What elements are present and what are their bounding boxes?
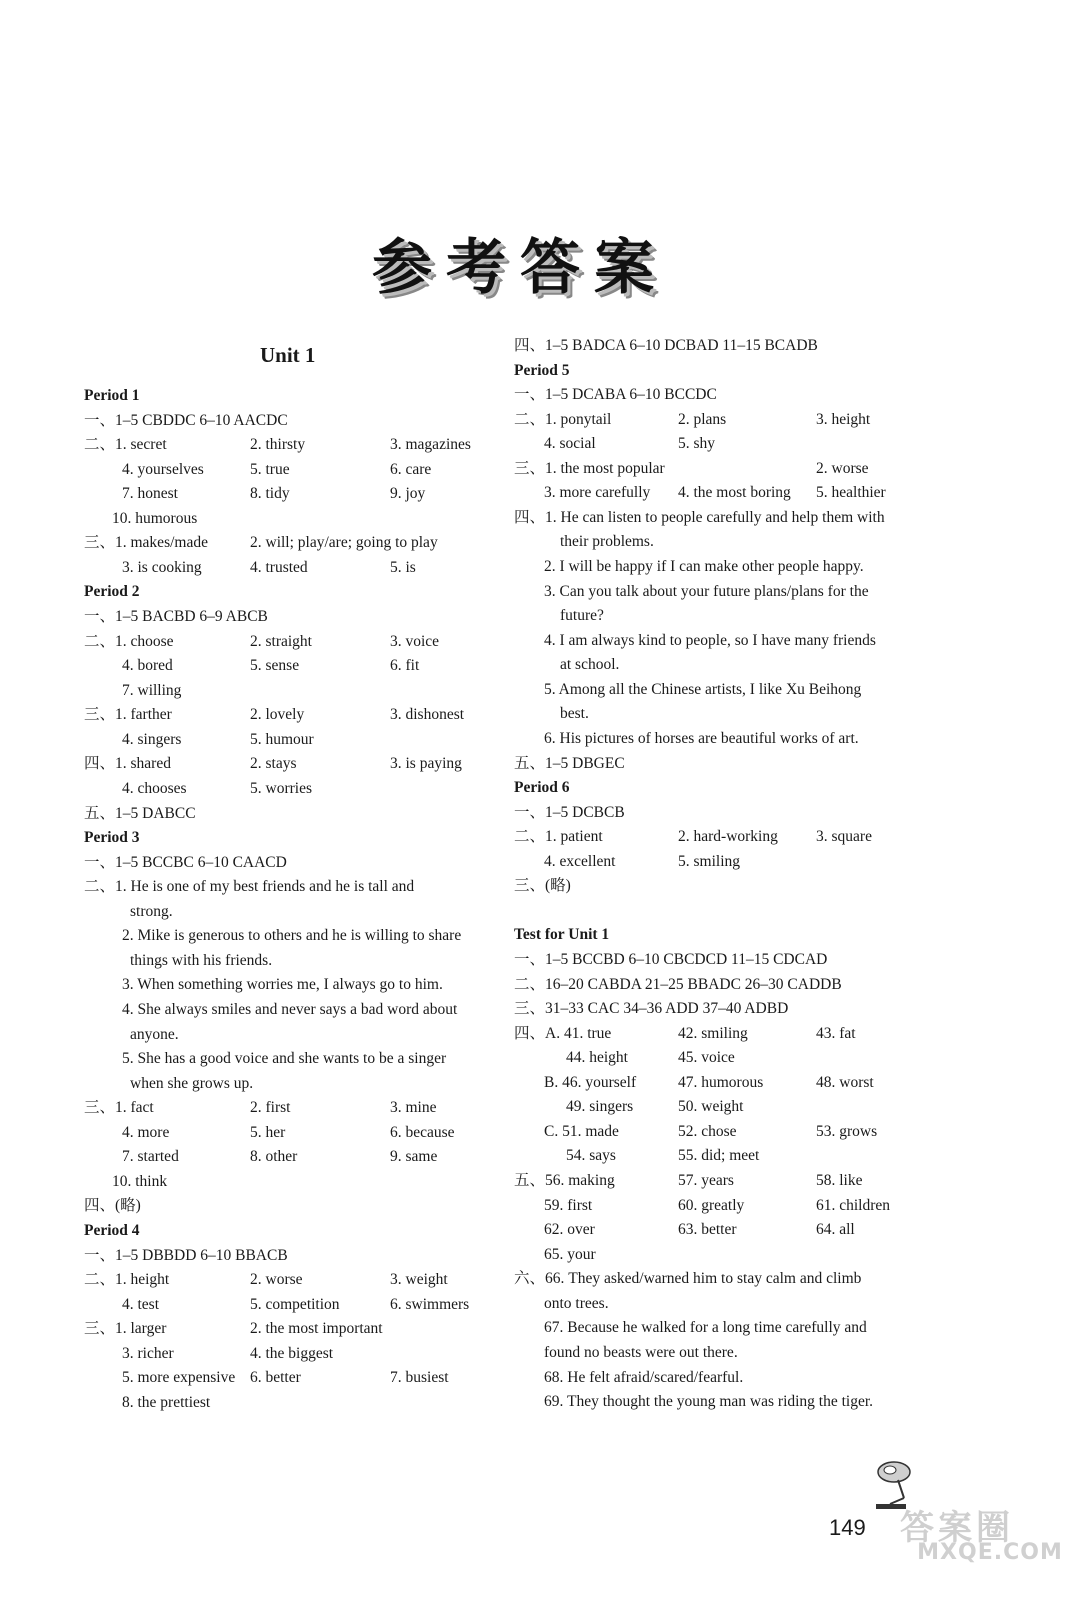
answer-cell: 三、1. farther [84, 706, 172, 724]
answer-cell: 53. grows [816, 1122, 878, 1140]
answer-cell: 五、56. making [514, 1172, 615, 1190]
answer-cell: 9. joy [390, 485, 426, 503]
answer-cell: 58. like [816, 1172, 863, 1190]
answer-cell: 3. square [816, 828, 872, 846]
answer-cell: 3. weight [390, 1271, 448, 1289]
answer-cell: 4. I am always kind to people, so I have many friends [544, 631, 876, 649]
answer-cell: 43. fat [816, 1024, 856, 1042]
answer-cell: 5. her [250, 1123, 286, 1141]
answer-cell: 5. smiling [678, 852, 741, 870]
answer-cell: 57. years [678, 1172, 734, 1190]
answer-cell: 三、1. makes/made [84, 534, 208, 552]
answer-cell: 6. fit [390, 657, 420, 675]
answer-cell: 六、66. They asked/warned him to stay calm and climb [514, 1270, 862, 1288]
answer-cell: 68. He felt afraid/scared/fearful. [544, 1368, 744, 1386]
page-title: 参考答案 [372, 233, 668, 303]
answer-cell: 一、1–5 DBBDD 6–10 BBACB [84, 1246, 288, 1264]
answer-cell: 四、1. shared [84, 755, 171, 773]
watermark-logo: 答案圈 [900, 1508, 1014, 1548]
answer-cell: Period 1 [84, 387, 140, 404]
answer-cell: 67. Because he walked for a long time carefully and [544, 1319, 867, 1337]
answer-cell: 一、1–5 DCABA 6–10 BCCDC [514, 386, 717, 404]
answer-cell: 二、16–20 CABDA 21–25 BBADC 26–30 CADDB [514, 975, 842, 993]
answer-cell: 3. Can you talk about your future plans/plans for the [544, 582, 869, 600]
answer-cell: 3. height [816, 410, 871, 428]
answer-cell: 5. healthier [816, 484, 886, 502]
answer-cell: 5. more expensive [122, 1369, 236, 1387]
answer-cell: 一、1–5 BCCBC 6–10 CAACD [84, 853, 287, 871]
answer-cell: 48. worst [816, 1073, 874, 1091]
answer-cell: at school. [560, 656, 620, 674]
answer-cell: 5. worries [250, 779, 312, 797]
answer-cell: future? [560, 607, 604, 625]
answer-cell: 2. worse [816, 459, 869, 477]
answer-cell: 59. first [544, 1196, 593, 1214]
answer-cell: 6. His pictures of horses are beautiful works of art. [544, 729, 859, 747]
answer-cell: best. [560, 705, 589, 723]
answer-cell: 四、1. He can listen to people carefully and help them with [514, 508, 885, 526]
answer-cell: 2. the most important [250, 1320, 383, 1338]
answer-cell: 4. more [122, 1123, 170, 1141]
answer-cell: 4. trusted [250, 558, 308, 576]
answer-cell: 二、1. choose [84, 632, 174, 650]
answer-cell: Period 2 [84, 583, 140, 601]
answer-cell: 5. She has a good voice and she wants to be a singer [122, 1050, 447, 1068]
answer-cell: 10. think [112, 1172, 168, 1190]
answer-cell: 2. will; play/are; going to play [250, 534, 438, 552]
answer-cell: 三、31–33 CAC 34–36 ADD 37–40 ADBD [514, 1000, 789, 1018]
answer-cell: 3. dishonest [390, 706, 465, 724]
answer-cell: 6. care [390, 460, 432, 478]
answer-cell: 8. tidy [250, 485, 290, 503]
answer-cell: 8. the prettiest [122, 1393, 211, 1411]
answer-cell: 5. competition [250, 1295, 340, 1313]
answer-cell: found no beasts were out there. [544, 1343, 738, 1361]
answer-cell: 42. smiling [678, 1024, 748, 1042]
answer-cell: 2. plans [678, 410, 727, 428]
answer-cell: 10. humorous [112, 509, 198, 527]
answer-cell: 3. is cooking [122, 558, 202, 576]
answer-cell: 6. better [250, 1369, 301, 1387]
answer-cell: things with his friends. [130, 951, 273, 969]
answer-cell: 7. willing [122, 681, 182, 699]
answer-cell: 二、1. He is one of my best friends and he is tall and [84, 878, 415, 896]
answer-cell: 2. thirsty [250, 436, 306, 454]
answer-cell: Period 4 [84, 1222, 140, 1240]
answer-cell: 四、A. 41. true [514, 1024, 612, 1042]
answer-cell: 一、1–5 CBDDC 6–10 AACDC [84, 411, 288, 429]
answer-cell: 50. weight [678, 1098, 744, 1116]
answer-cell: when she grows up. [130, 1074, 254, 1092]
answer-cell: 4. the biggest [250, 1344, 334, 1362]
answer-cell: 5. sense [250, 657, 300, 675]
answer-cell: 2. I will be happy if I can make other people happy. [544, 558, 864, 576]
answer-cell: Period 6 [514, 779, 570, 797]
answer-cell: 2. straight [250, 632, 312, 650]
answer-cell: 一、1–5 DCBCB [514, 803, 625, 821]
answer-cell: 二、1. secret [84, 436, 167, 454]
answer-cell: 55. did; meet [678, 1147, 760, 1165]
answer-cell: 63. better [678, 1221, 737, 1239]
answer-cell: 五、1–5 DBGEC [514, 754, 625, 772]
answer-cell: 60. greatly [678, 1196, 745, 1214]
answer-cell: 7. started [122, 1148, 179, 1166]
answer-cell: 一、1–5 BCCBD 6–10 CBCDCD 11–15 CDCAD [514, 951, 828, 968]
answer-cell: 52. chose [678, 1122, 737, 1140]
answer-cell: 7. honest [122, 485, 178, 503]
answer-cell: 2. first [250, 1099, 291, 1117]
answer-cell: 5. Among all the Chinese artists, I like Xu Beihong [544, 680, 862, 698]
answer-cell: 二、1. height [84, 1271, 170, 1289]
answer-cell: 69. They thought the young man was riding the tiger. [544, 1393, 874, 1411]
answer-cell: 6. swimmers [390, 1295, 470, 1313]
answer-cell: 四、1–5 BADCA 6–10 DCBAD 11–15 BCADB [514, 337, 818, 354]
answer-cell: 62. over [544, 1221, 595, 1239]
answer-cell: 8. other [250, 1148, 298, 1166]
answer-cell: 65. your [544, 1245, 596, 1263]
unit-title: Unit 1 [260, 343, 316, 367]
answer-cell: 3. voice [390, 632, 440, 650]
answer-cell: 45. voice [678, 1049, 735, 1067]
watermark-url: MXQE.COM [917, 1540, 1063, 1565]
answer-cell: 三、1. the most popular [514, 459, 665, 477]
answer-cell: 3. is paying [390, 755, 462, 773]
answer-cell: 4. bored [122, 657, 173, 675]
answer-cell: 2. stays [250, 755, 297, 773]
answer-cell: 61. children [816, 1196, 891, 1214]
answer-cell: 4. excellent [544, 852, 616, 870]
answer-cell: 6. because [390, 1123, 455, 1141]
answer-cell: 5. shy [678, 435, 716, 453]
answer-cell: 4. singers [122, 730, 182, 748]
answer-cell: 47. humorous [678, 1073, 764, 1091]
answer-cell: 2. lovely [250, 706, 305, 724]
answer-cell: Period 3 [84, 829, 140, 847]
answer-cell: 二、1. patient [514, 828, 603, 846]
answer-cell: 三、1. fact [84, 1099, 154, 1117]
answer-cell: Period 5 [514, 361, 570, 379]
answer-cell: 2. Mike is generous to others and he is willing to share [122, 927, 462, 945]
answer-cell: 四、(略) [84, 1197, 141, 1215]
answer-cell: C. 51. made [544, 1122, 619, 1140]
answer-cell: their problems. [560, 533, 654, 551]
answer-cell: 44. height [566, 1049, 628, 1067]
answer-cell: 2. hard-working [678, 828, 778, 846]
answer-cell: 4. test [122, 1295, 160, 1313]
answer-cell: 三、(略) [514, 877, 571, 895]
answer-cell: 5. humour [250, 730, 314, 748]
answer-cell: 3. mine [390, 1099, 437, 1117]
answer-cell: 64. all [816, 1221, 855, 1239]
answer-cell: 4. She always smiles and never says a bad word about [122, 1001, 458, 1018]
answer-cell: B. 46. yourself [544, 1073, 637, 1091]
answer-cell: 4. chooses [122, 779, 187, 797]
answer-cell: 5. true [250, 460, 290, 478]
answer-cell: 3. magazines [390, 436, 471, 454]
answer-cell: anyone. [130, 1025, 179, 1043]
answer-cell: onto trees. [544, 1294, 609, 1312]
answer-cell: 3. When something worries me, I always go to him. [122, 976, 443, 994]
answer-cell: 2. worse [250, 1271, 303, 1289]
answer-cell: 7. busiest [390, 1369, 449, 1387]
answer-cell: 3. richer [122, 1344, 174, 1362]
answer-cell: 5. is [390, 558, 416, 576]
answer-cell: 4. the most boring [678, 484, 791, 502]
answer-cell: Test for Unit 1 [514, 926, 610, 944]
answer-cell: 49. singers [566, 1098, 634, 1116]
answer-cell: 一、1–5 BACBD 6–9 ABCB [84, 608, 268, 626]
answer-cell: strong. [130, 902, 173, 920]
answer-cell: 二、1. ponytail [514, 410, 612, 428]
answer-cell: 9. same [390, 1148, 438, 1166]
page-number: 149 [829, 1515, 866, 1540]
answer-cell: 4. yourselves [122, 460, 204, 478]
answer-cell: 4. social [544, 435, 596, 453]
answer-cell: 三、1. larger [84, 1320, 167, 1338]
answer-cell: 3. more carefully [544, 484, 651, 502]
answer-cell: 五、1–5 DABCC [84, 804, 196, 822]
answer-cell: 54. says [566, 1147, 616, 1165]
